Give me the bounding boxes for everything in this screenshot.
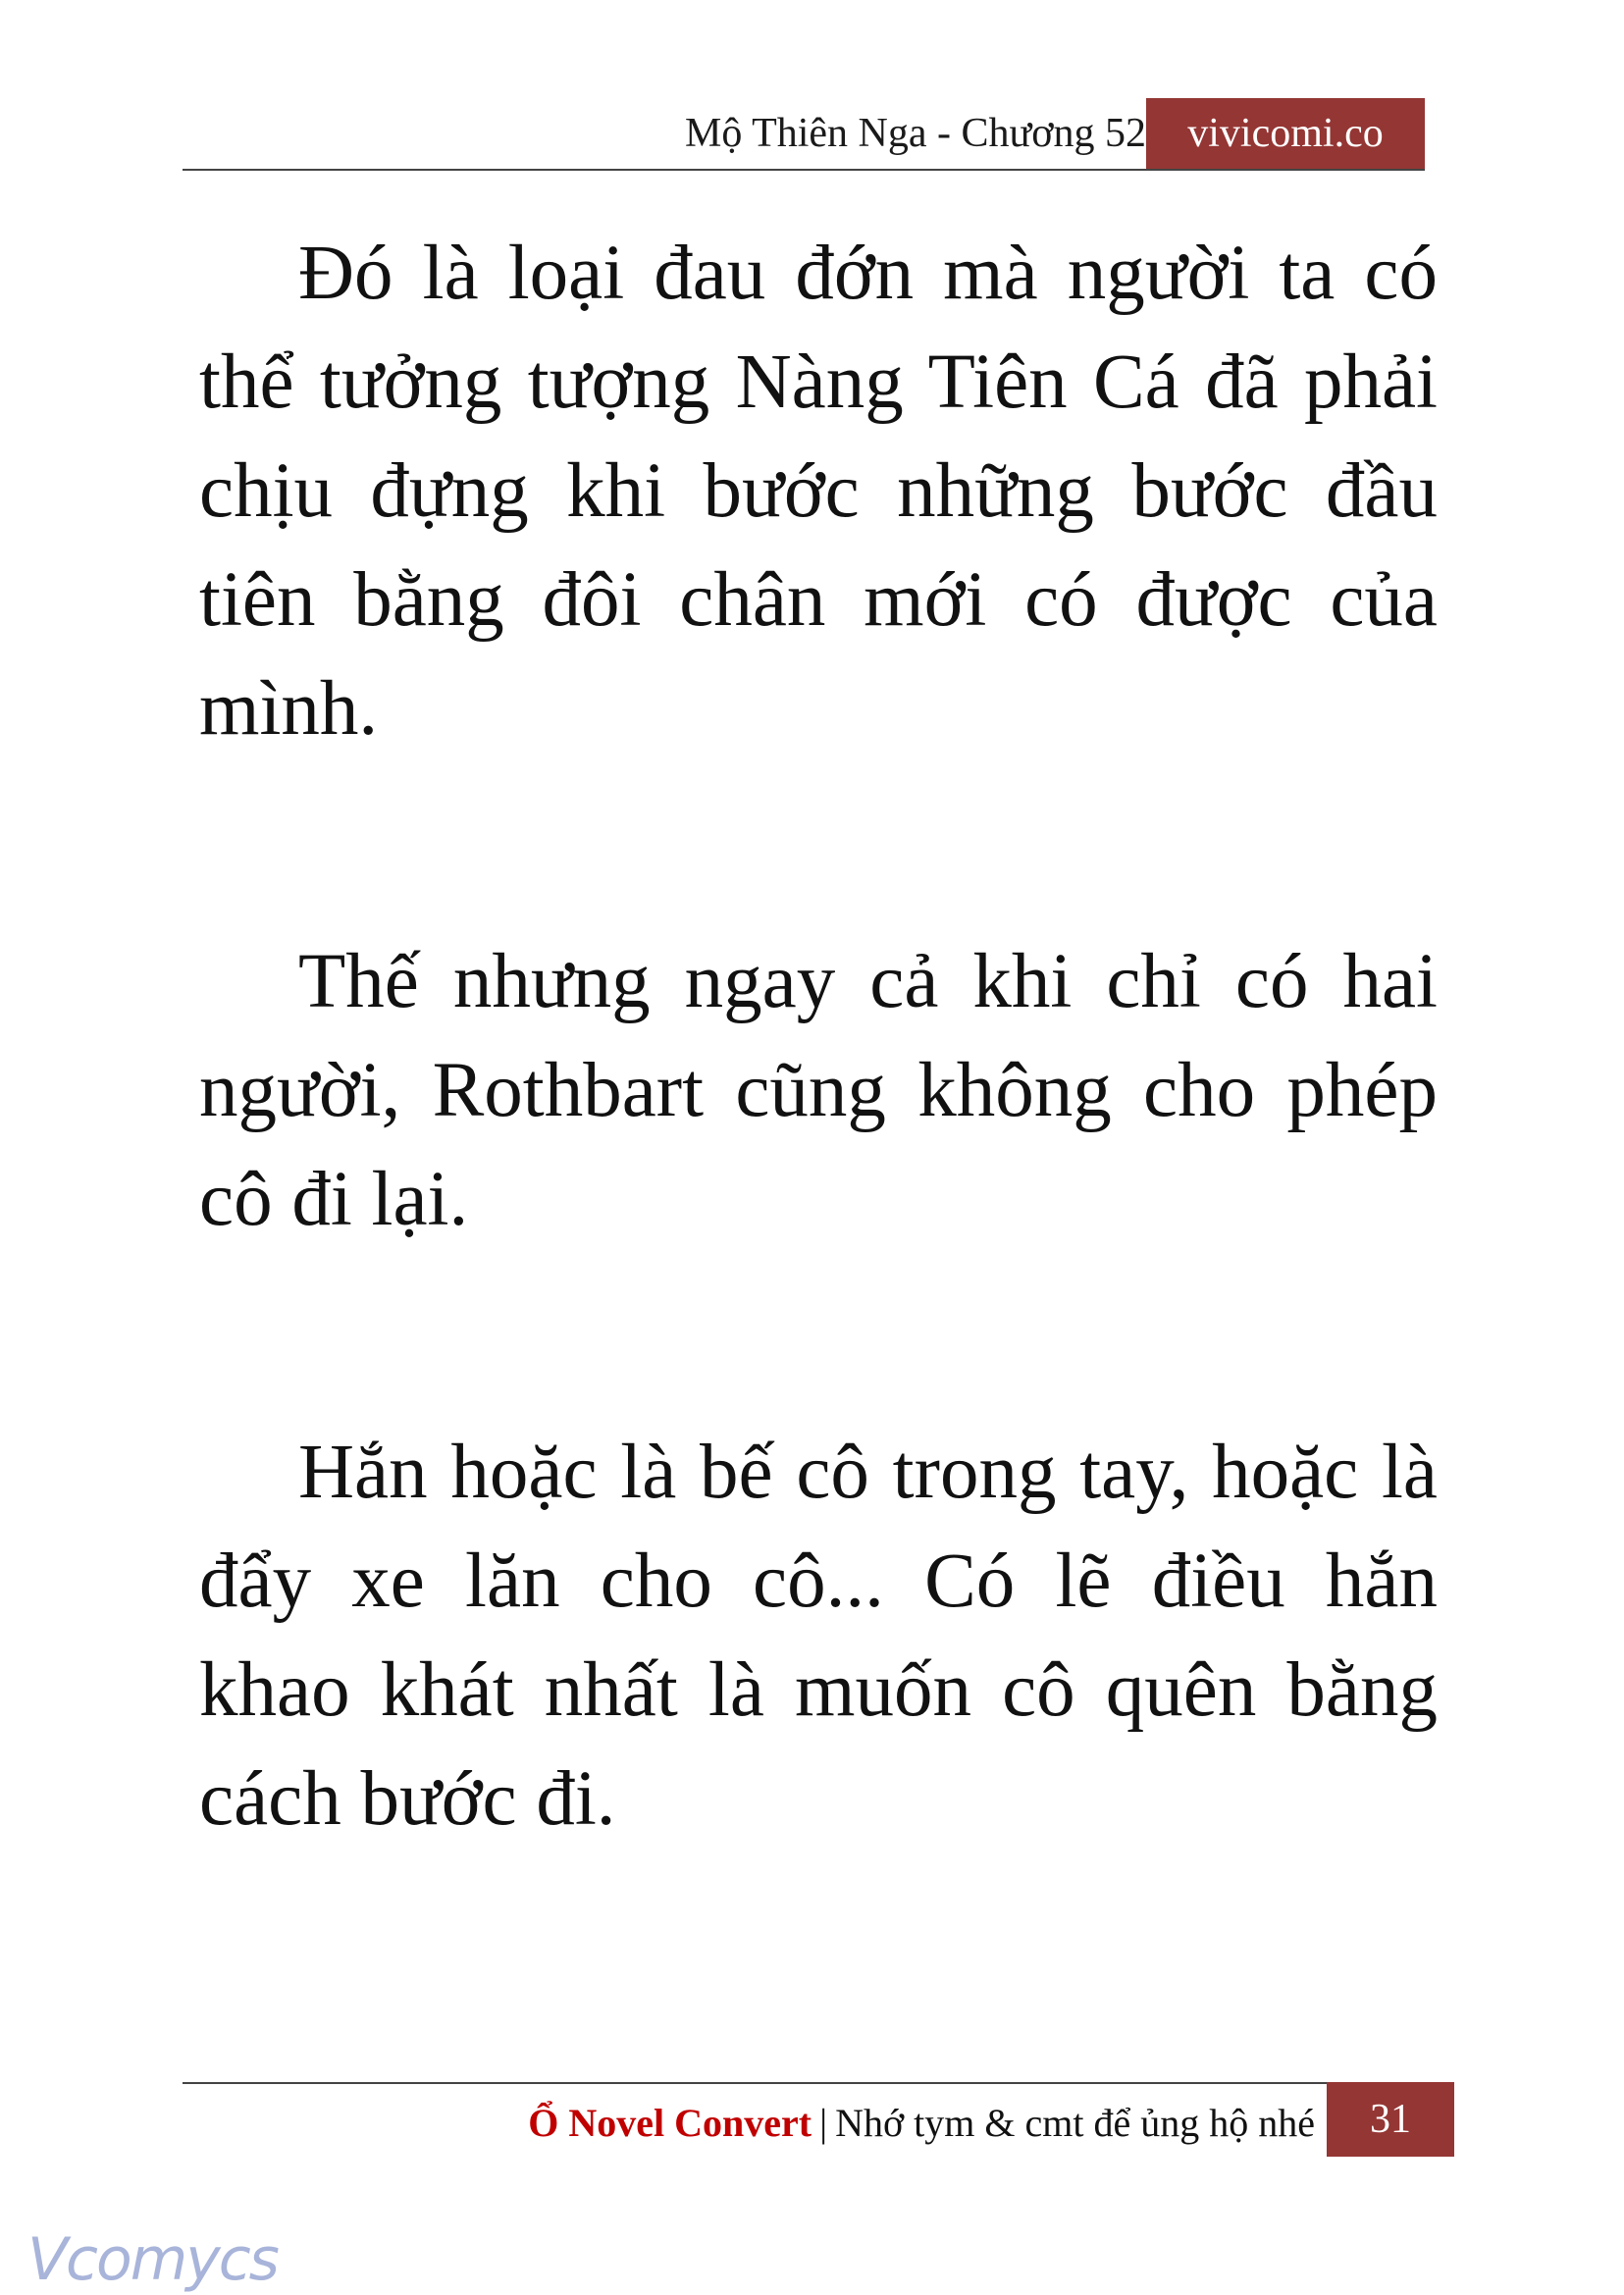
header-rule bbox=[183, 169, 1425, 171]
page-header bbox=[183, 98, 1425, 169]
paragraph-text: Đó là loại đau đớn mà người ta có thể tưởng tượng Nàng Tiên Cá đã phải chịu đựng khi bước những bước đầu tiên bằng đôi chân mới có được của mình. bbox=[199, 231, 1438, 752]
footer-separator: | bbox=[819, 2101, 828, 2145]
page-footer bbox=[183, 2082, 1454, 2157]
paragraph-text: Hắn hoặc là bế cô trong tay, hoặc là đẩy xe lăn cho cô... Có lẽ điều hắn khao khát nhất là muốn cô quên bằng cách bước đi. bbox=[199, 1430, 1438, 1842]
paragraph-1 bbox=[199, 219, 1438, 763]
paragraph-text: Thế nhưng ngay cả khi chỉ có hai người, Rothbart cũng không cho phép cô đi lại. bbox=[199, 939, 1438, 1242]
footer-text bbox=[528, 2100, 1315, 2147]
paragraph-3 bbox=[199, 1418, 1438, 1853]
footer-brand: Ổ Novel Convert bbox=[528, 2101, 812, 2145]
chapter-title: Mộ Thiên Nga - Chương 52 bbox=[685, 111, 1146, 156]
paragraph-2 bbox=[199, 927, 1438, 1254]
footer-note: Nhớ tym & cmt để ủng hộ nhé bbox=[835, 2101, 1315, 2145]
watermark-logo: Vcomycs bbox=[27, 2225, 278, 2294]
footer-rule bbox=[183, 2082, 1454, 2084]
site-badge: vivicomi.co bbox=[1146, 98, 1425, 169]
page-number: 31 bbox=[1327, 2082, 1454, 2157]
